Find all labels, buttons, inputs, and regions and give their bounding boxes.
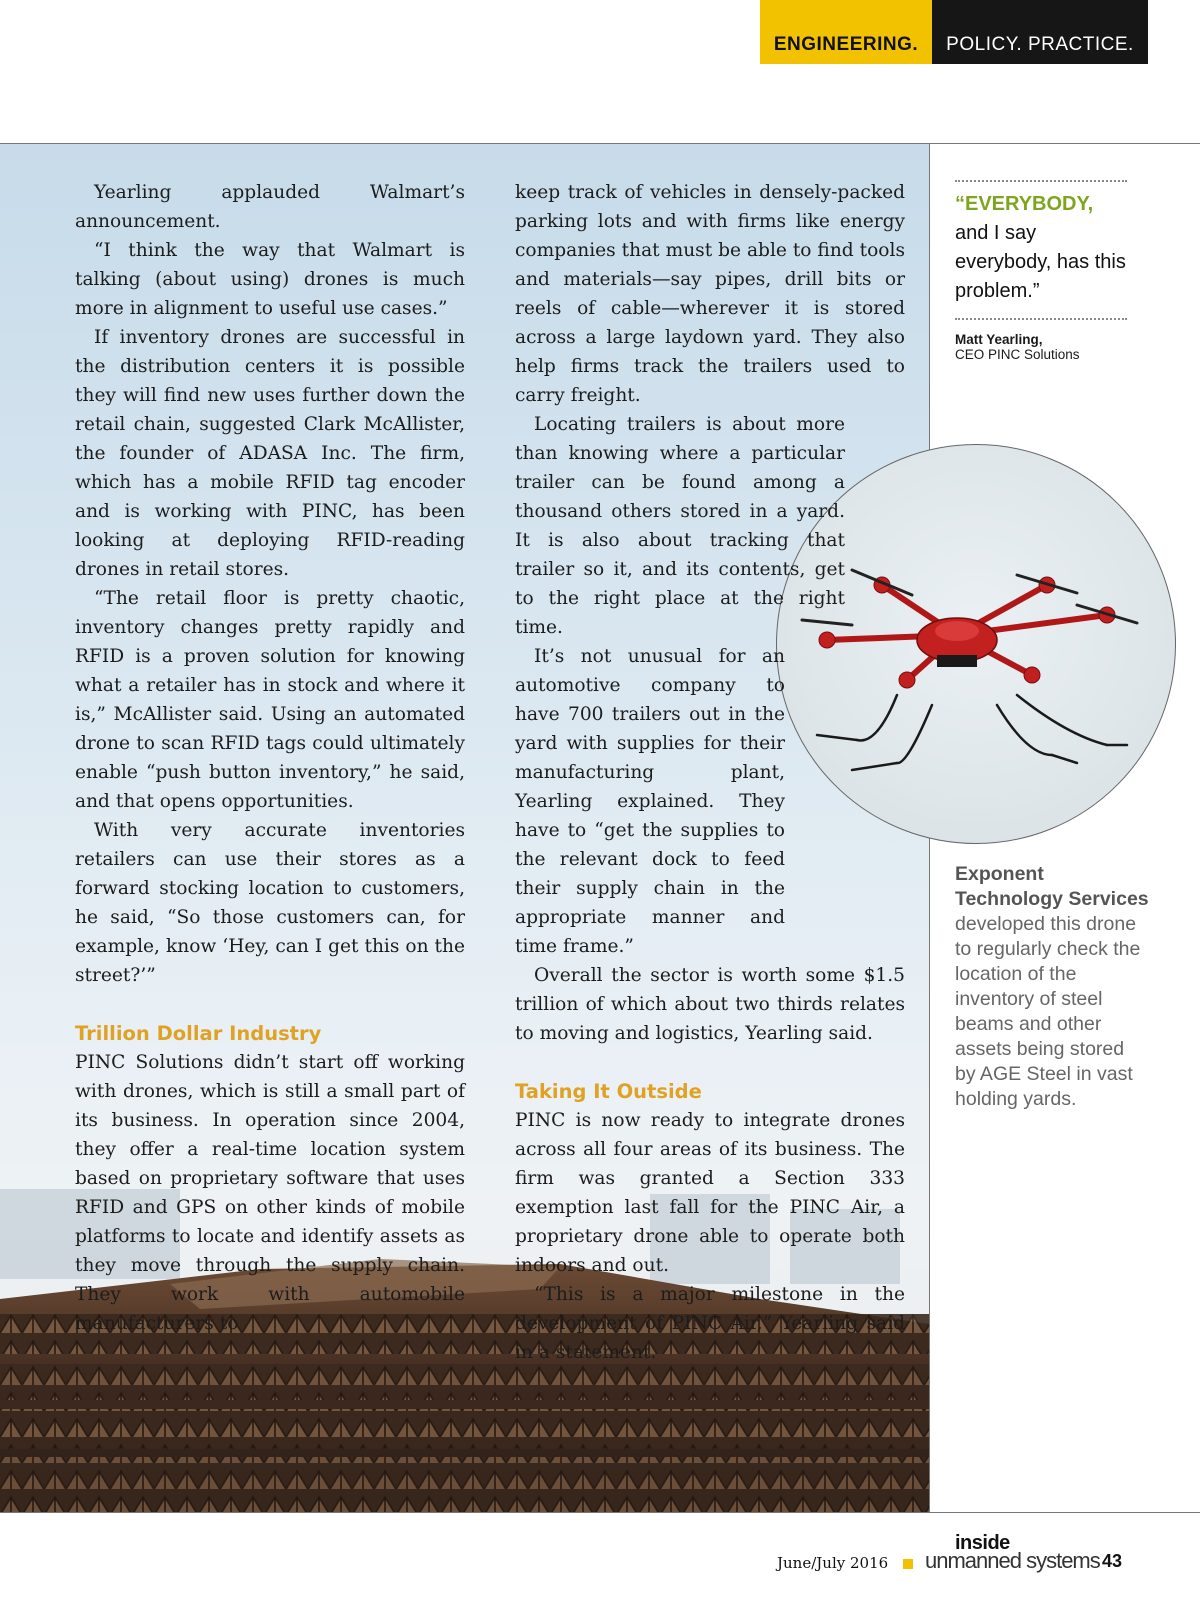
quote-attribution-title: CEO PINC Solutions: [955, 347, 1080, 362]
bottom-divider: [0, 1512, 1200, 1513]
quote-attribution-name: Matt Yearling,: [955, 332, 1043, 347]
page-footer: [770, 1532, 1130, 1582]
body-paragraph: PINC is now ready to integrate drones across all four areas of its business. The firm was granted a Section 333 exemption last fall for the PINC Air, a proprietary drone able to operate both indoors and out.: [515, 1110, 905, 1276]
body-paragraph: Yearling applauded Walmart’s announcement.: [75, 182, 465, 232]
body-paragraph: It’s not unusual for an automotive company to have 700 trailers out in the yard with supplies for their manufacturing plant, Yearling explained. They have to “get the supplies to the relevant dock to feed their supply chain in the appropriate manner and time frame.”: [515, 646, 785, 957]
pull-quote-box: [955, 180, 1127, 362]
section-tagline: POLICY. PRACTICE.: [932, 0, 1148, 64]
footer-square-icon: [903, 1559, 913, 1569]
caption-text: developed this drone to regularly check the location of the inventory of steel beams and other assets being stored by AGE Steel in vast holding yards.: [955, 913, 1141, 1110]
dotted-rule: [955, 318, 1127, 320]
pull-quote-highlight: “EVERYBODY,: [955, 193, 1094, 215]
pull-quote-text: and I say everybody, has this problem.”: [955, 222, 1126, 302]
body-paragraph: Overall the sector is worth some $1.5 trillion of which about two thirds relates to moving and logistics, Yearling said.: [515, 965, 905, 1044]
issue-date: June/July 2016: [777, 1554, 889, 1572]
caption-company: Exponent Technology Services: [955, 863, 1149, 910]
photo-caption: [955, 862, 1150, 1112]
body-paragraph: “I think the way that Walmart is talking (about using) drones is much more in alignment to useful use cases.”: [75, 240, 465, 319]
body-paragraph: If inventory drones are successful in the distribution centers it is possible they will find new uses further down the retail chain, suggested Clark McAllister, the founder of ADASA Inc. The firm, which has a mobile RFID tag encoder and is working with PINC, has been looking at deploying RFID-reading drones in retail stores.: [75, 327, 465, 580]
body-paragraph: keep track of vehicles in densely-packed parking lots and with firms like energy companies that must be able to find tools and materials—say pipes, drill bits or reels of cable—wherever it is stored across a large laydown yard. They also help firms track the trailers used to carry freight.: [515, 182, 905, 406]
article-column-middle: [515, 178, 905, 1367]
body-paragraph: PINC Solutions didn’t start off working with drones, which is still a small part of its business. In operation since 2004, they offer a real-time location system based on proprietary software that uses RFID and GPS on other kinds of mobile platforms to locate and identify assets as they move through the supply chain. They work with automobile manufacturers to: [75, 1052, 465, 1334]
brand-logo-top: inside: [955, 1532, 1010, 1554]
page-number: 43: [1102, 1551, 1123, 1571]
article-column-left: [75, 178, 465, 1338]
brand-logo-bottom: unmanned systems: [925, 1548, 1100, 1573]
section-header-tab: [760, 0, 1148, 64]
section-label: ENGINEERING.: [760, 0, 932, 64]
dotted-rule: [955, 180, 1127, 182]
body-paragraph: With very accurate inventories retailers can use their stores as a forward stocking location to customers, he said, “So those customers can, for example, know ‘Hey, can I get this on the street?’”: [75, 820, 465, 986]
section-heading: Trillion Dollar Industry: [75, 1022, 322, 1045]
body-paragraph: “This is a major milestone in the development of PINC Air,” Yearling said in a statement.: [515, 1284, 905, 1363]
pull-quote: [955, 190, 1127, 306]
body-paragraph: “The retail floor is pretty chaotic, inventory changes pretty rapidly and RFID is a proven solution for knowing what a retailer has in stock and where it is,” McAllister said. Using an automated drone to scan RFID tags could ultimately enable “push button inventory,” he said, and that opens opportunities.: [75, 588, 465, 812]
body-paragraph: Locating trailers is about more than knowing where a particular trailer can be found among a thousand others stored in a yard. It is also about tracking that trailer so it, and its contents, get to the right place at the right time.: [515, 414, 845, 638]
section-heading: Taking It Outside: [515, 1080, 702, 1103]
